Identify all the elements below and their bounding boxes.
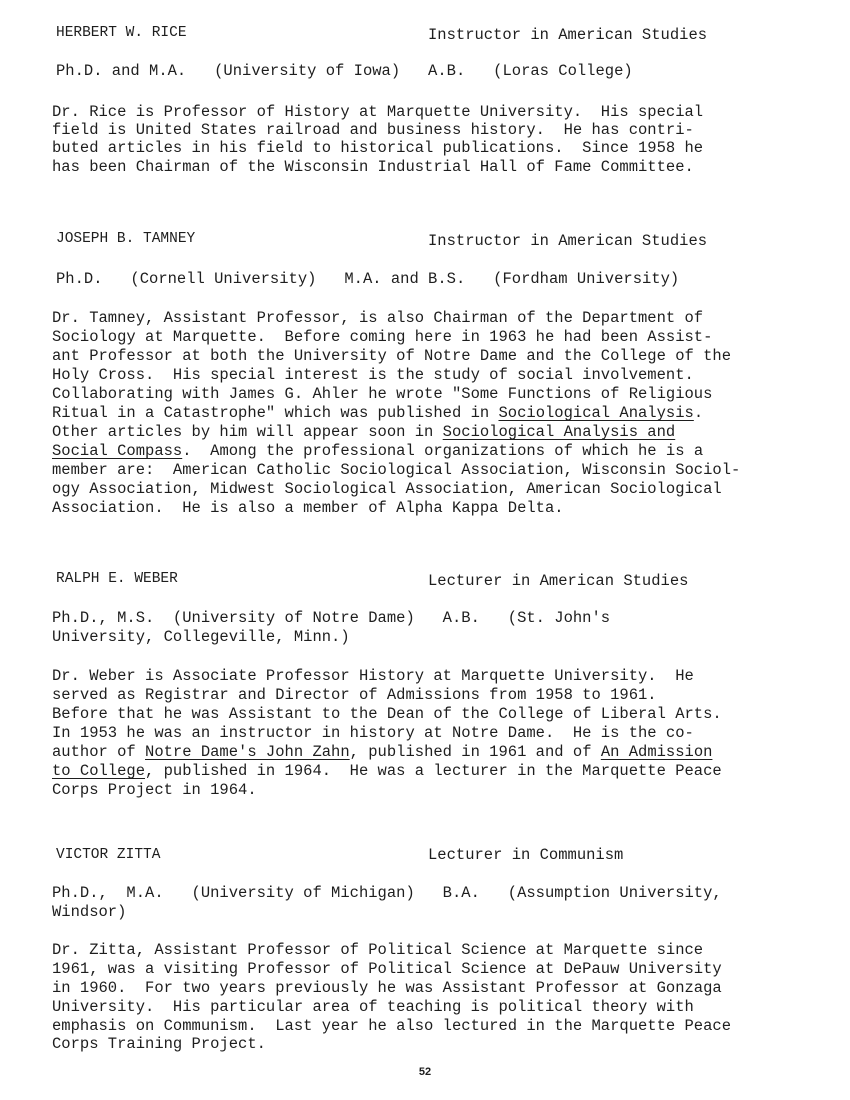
bio-text: . — [693, 404, 704, 422]
faculty-degrees: Ph.D., M.S. (University of Notre Dame) A.B. (St. John's — [52, 609, 611, 627]
faculty-title: Lecturer in American Studies — [428, 572, 689, 590]
publication-title: An Admission — [600, 743, 713, 761]
faculty-name: JOSEPH B. TAMNEY — [56, 231, 196, 247]
bio-line: Dr. Zitta, Assistant Professor of Political Science at Marquette since — [52, 941, 704, 959]
bio-line: Before that he was Assistant to the Dean of the College of Liberal Arts. — [52, 705, 722, 723]
bio-line: Corps Project in 1964. — [52, 781, 257, 799]
faculty-degrees: Ph.D. and M.A. (University of Iowa) A.B. (Loras College) — [56, 62, 633, 80]
faculty-title: Lecturer in Communism — [428, 846, 624, 864]
bio-text: , published in 1964. He was a lecturer in the Marquette Peace — [145, 762, 722, 780]
bio-line: field is United States railroad and business history. He has contri- — [52, 121, 694, 139]
bio-line — [52, 404, 703, 423]
publication-title: Notre Dame's John Zahn — [145, 743, 350, 761]
publication-title: to College — [52, 762, 146, 780]
bio-line: has been Chairman of the Wisconsin Industrial Hall of Fame Committee. — [52, 158, 694, 176]
bio-line: served as Registrar and Director of Admissions from 1958 to 1961. — [52, 686, 657, 704]
bio-line: Corps Training Project. — [52, 1035, 266, 1053]
faculty-degrees: Ph.D. (Cornell University) M.A. and B.S. (Fordham University) — [56, 270, 680, 288]
bio-line: buted articles in his field to historical publications. Since 1958 he — [52, 139, 704, 157]
bio-line: ant Professor at both the University of Notre Dame and the College of the — [52, 347, 732, 365]
publication-title: Social Compass — [52, 442, 183, 460]
bio-line: University. His particular area of teaching is political theory with — [52, 998, 694, 1016]
faculty-degrees: Windsor) — [52, 903, 127, 921]
bio-line: 1961, was a visiting Professor of Political Science at DePauw University — [52, 960, 722, 978]
bio-line: Collaborating with James G. Ahler he wrote "Some Functions of Religious — [52, 385, 713, 403]
bio-line: Dr. Weber is Associate Professor History at Marquette University. He — [52, 667, 694, 685]
bio-line: Holy Cross. His special interest is the study of social involvement. — [52, 366, 694, 384]
bio-line — [52, 442, 703, 461]
bio-line: Dr. Tamney, Assistant Professor, is also Chairman of the Department of — [52, 309, 704, 327]
bio-text: , published in 1961 and of — [349, 743, 601, 761]
bio-line: Association. He is also a member of Alpha Kappa Delta. — [52, 499, 564, 517]
bio-line — [52, 743, 712, 762]
publication-title: Sociological Analysis — [498, 404, 694, 422]
faculty-title: Instructor in American Studies — [428, 232, 708, 250]
bio-line: member are: American Catholic Sociological Association, Wisconsin Sociol- — [52, 461, 741, 479]
bio-text: author of — [52, 743, 146, 761]
faculty-degrees: Ph.D., M.A. (University of Michigan) B.A. (Assumption University, — [52, 884, 722, 902]
bio-text: Other articles by him will appear soon in — [52, 423, 443, 441]
faculty-name: HERBERT W. RICE — [56, 25, 187, 41]
faculty-degrees: University, Collegeville, Minn.) — [52, 628, 350, 646]
faculty-title: Instructor in American Studies — [428, 26, 708, 44]
faculty-name: RALPH E. WEBER — [56, 571, 178, 587]
page-number: 52 — [418, 1066, 432, 1078]
bio-line: Dr. Rice is Professor of History at Marquette University. His special — [52, 103, 704, 121]
bio-line: In 1953 he was an instructor in history at Notre Dame. He is the co- — [52, 724, 694, 742]
bio-line: ogy Association, Midwest Sociological Association, American Sociological — [52, 480, 722, 498]
publication-title: Sociological Analysis and — [442, 423, 676, 441]
bio-line: in 1960. For two years previously he was Assistant Professor at Gonzaga — [52, 979, 722, 997]
bio-text: . Among the professional organizations of which he is a — [182, 442, 704, 460]
bio-line — [52, 762, 722, 781]
bio-line — [52, 423, 675, 442]
faculty-name: VICTOR ZITTA — [56, 847, 161, 863]
bio-text: Ritual in a Catastrophe" which was published in — [52, 404, 499, 422]
bio-line: emphasis on Communism. Last year he also lectured in the Marquette Peace — [52, 1017, 732, 1035]
bio-line: Sociology at Marquette. Before coming here in 1963 he had been Assist- — [52, 328, 713, 346]
